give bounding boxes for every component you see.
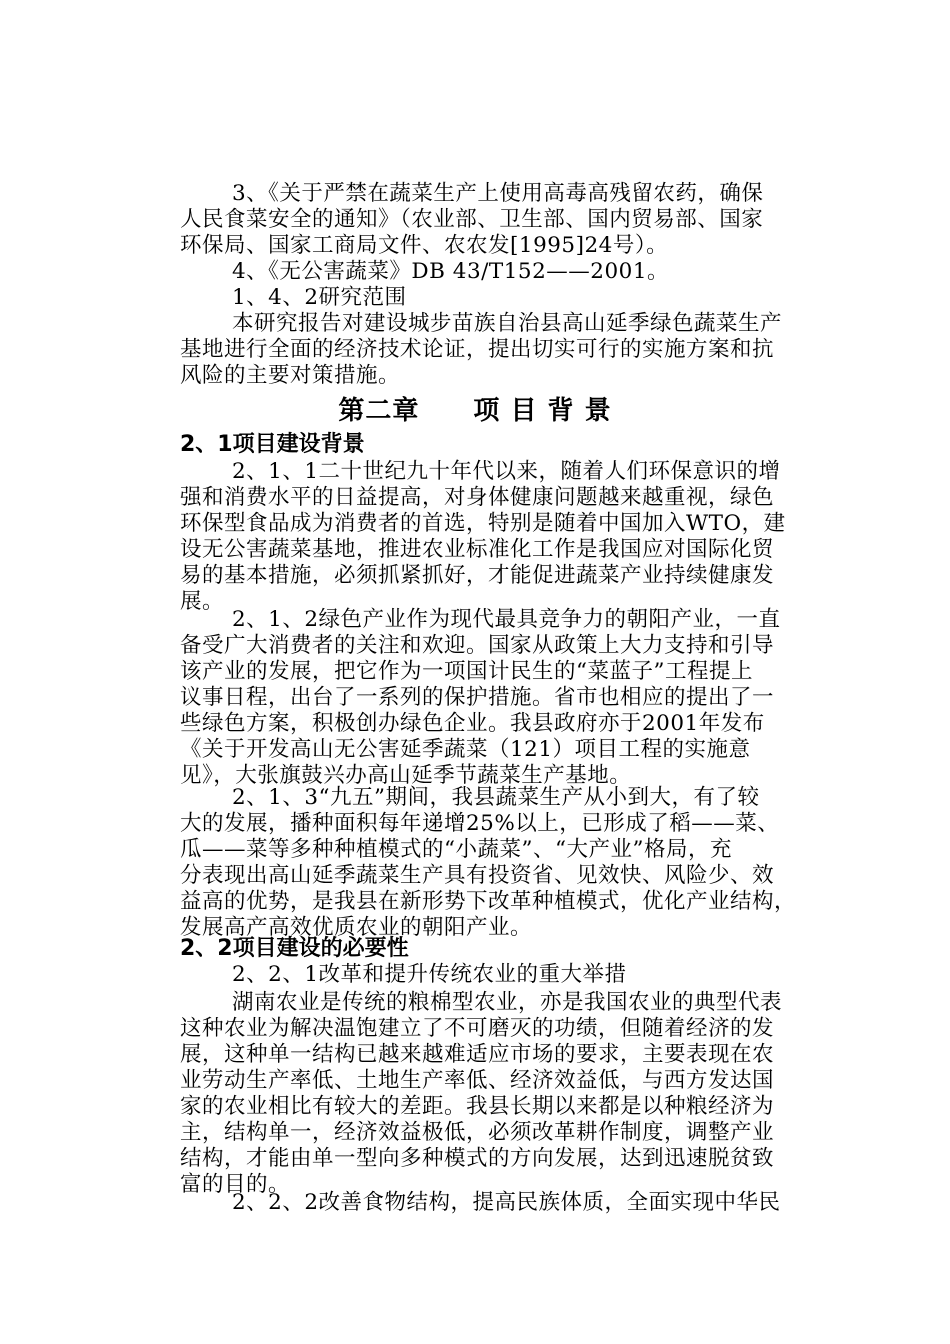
text-line: 强和消费水平的日益提高，对身体健康问题越来越重视，绿色 <box>180 485 775 510</box>
text-line: 展。 <box>180 589 225 614</box>
text-line: 大的发展，播种面积每年递增25%以上，已形成了稻——菜、 <box>180 811 780 836</box>
text-line: 分表现出高山延季蔬菜生产具有投资省、见效快、风险少、效 <box>180 863 775 888</box>
text-line: 结构，才能由单一型向多种模式的方向发展，达到迅速脱贫致 <box>180 1146 775 1171</box>
text-line: 设无公害蔬菜基地，推进农业标准化工作是我国应对国际化贸 <box>180 537 775 562</box>
text-line: 1、4、2研究范围 <box>232 285 407 310</box>
text-line: 展，这种单一结构已越来越难适应市场的要求，主要表现在农 <box>180 1042 775 1067</box>
text-line: 富的目的。 <box>180 1172 291 1197</box>
chapter-title: 第二章 项 目 背 景 <box>338 396 612 426</box>
text-line: 《关于开发高山无公害延季蔬菜（121）项目工程的实施意 <box>180 737 751 762</box>
text-line: 这种农业为解决温饱建立了不可磨灭的功绩，但随着经济的发 <box>180 1016 775 1041</box>
text-line: 益高的优势，是我县在新形势下改革种植模式，优化产业结构， <box>180 889 797 914</box>
text-line: 2、1、1二十世纪九十年代以来，随着人们环保意识的增 <box>232 459 781 484</box>
text-line: 环保型食品成为消费者的首选，特别是随着中国加入WTO，建 <box>180 511 786 536</box>
text-line: 易的基本措施，必须抓紧抓好，才能促进蔬菜产业持续健康发 <box>180 563 775 588</box>
text-line: 主，结构单一，经济效益极低，必须改革耕作制度，调整产业 <box>180 1120 775 1145</box>
text-line: 发展高产高效优质农业的朝阳产业。 <box>180 915 533 940</box>
text-line: 该产业的发展，把它作为一项国计民生的“菜蓝子”工程提上 <box>180 659 753 684</box>
text-line: 2、1、3“九五”期间，我县蔬菜生产从小到大，有了较 <box>232 785 760 810</box>
text-line: 湖南农业是传统的粮棉型农业，亦是我国农业的典型代表 <box>232 990 783 1015</box>
text-line: 备受广大消费者的关注和欢迎。国家从政策上大力支持和引导 <box>180 633 775 658</box>
section-heading: 2、2项目建设的必要性 <box>180 936 409 961</box>
text-line: 4、《无公害蔬菜》DB 43/T152——2001。 <box>232 259 669 284</box>
text-line: 3、《关于严禁在蔬菜生产上使用高毒高残留农药，确保 <box>232 181 764 206</box>
section-heading: 2、1项目建设背景 <box>180 432 365 457</box>
text-line: 2、2、2改善食物结构，提高民族体质，全面实现中华民 <box>232 1190 781 1215</box>
text-line: 风险的主要对策措施。 <box>180 363 401 388</box>
text-line: 本研究报告对建设城步苗族自治县高山延季绿色蔬菜生产 <box>232 311 783 336</box>
text-line: 见》，大张旗鼓兴办高山延季节蔬菜生产基地。 <box>180 763 632 788</box>
text-line: 2、2、1改革和提升传统农业的重大举措 <box>232 962 627 987</box>
text-line: 业劳动生产率低、土地生产率低、经济效益低，与西方发达国 <box>180 1068 775 1093</box>
text-line: 2、1、2绿色产业作为现代最具竞争力的朝阳产业，一直 <box>232 607 781 632</box>
text-line: 基地进行全面的经济技术论证，提出切实可行的实施方案和抗 <box>180 337 775 362</box>
text-line: 家的农业相比有较大的差距。我县长期以来都是以种粮经济为 <box>180 1094 775 1119</box>
text-line: 议事日程，出台了一系列的保护措施。省市也相应的提出了一 <box>180 685 775 710</box>
text-line: 人民食菜安全的通知》（农业部、卫生部、国内贸易部、国家 <box>180 207 764 232</box>
text-line: 环保局、国家工商局文件、农农发[1995]24号）。 <box>180 233 669 258</box>
text-line: 瓜——菜等多种种植模式的“小蔬菜”、“大产业”格局，充 <box>180 837 732 862</box>
text-line: 些绿色方案，积极创办绿色企业。我县政府亦于2001年发布 <box>180 711 765 736</box>
